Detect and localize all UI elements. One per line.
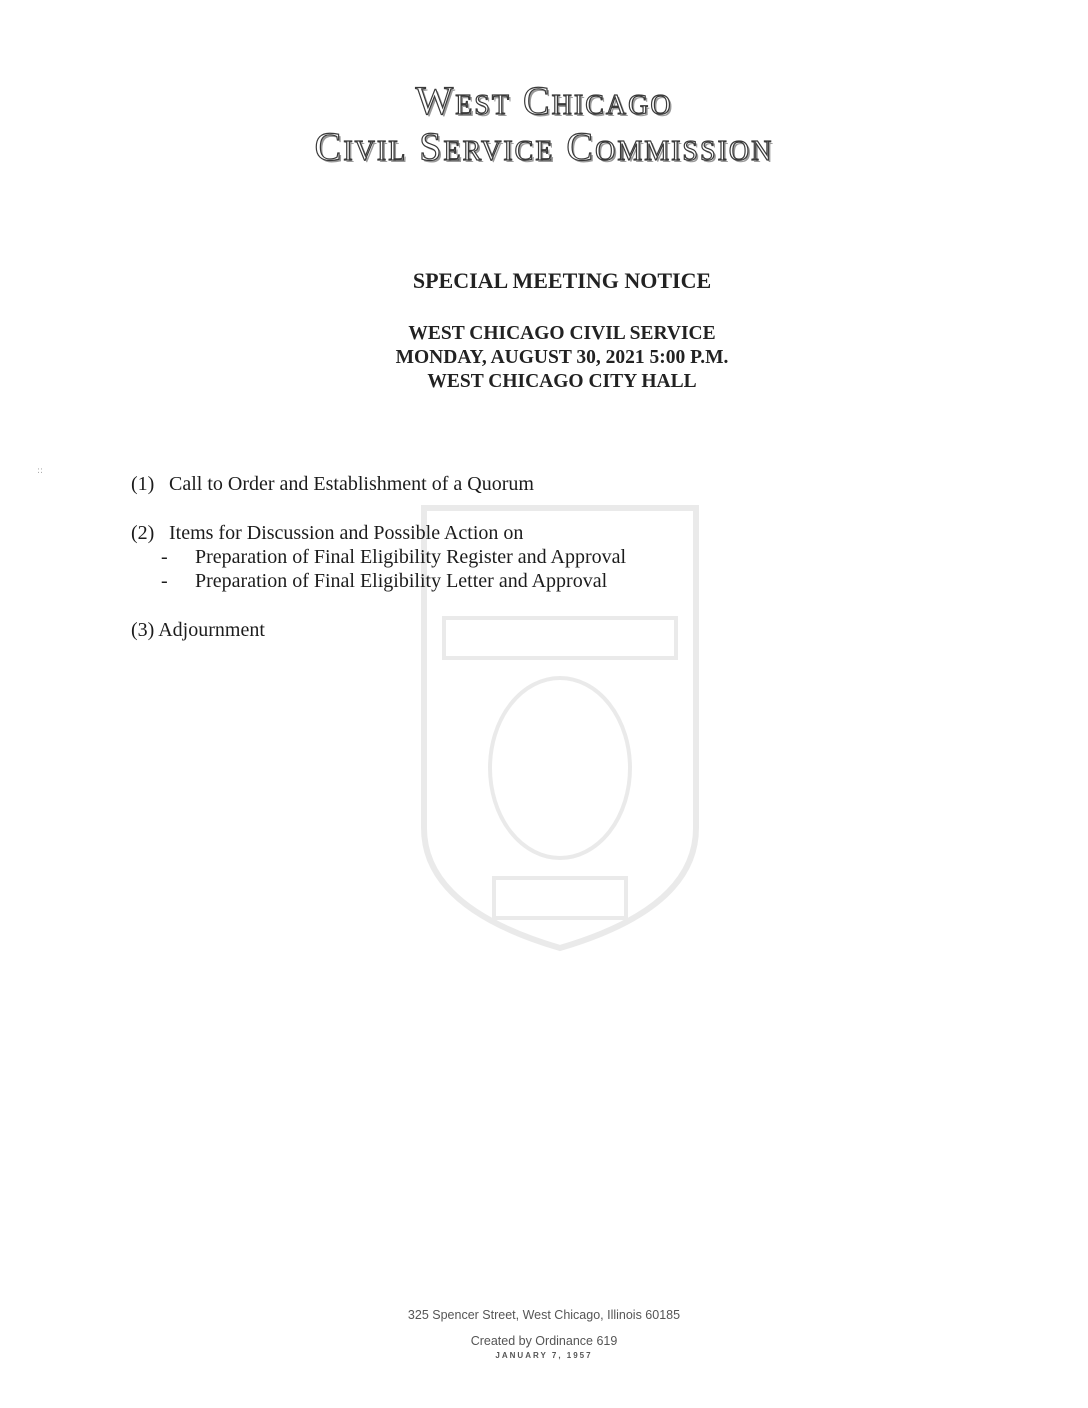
footer — [0, 1306, 1088, 1362]
agenda-subitem-2 — [131, 569, 931, 593]
agenda-subitem-text: Preparation of Final Eligibility Register and Approval — [195, 546, 627, 568]
footer-ordinance: Created by Ordinance 619 — [470, 1334, 618, 1348]
meeting-body: WEST CHICAGO CIVIL SERVICE — [408, 323, 716, 344]
agenda-item-number: (1) — [131, 473, 155, 495]
letterhead-line-1: West Chicago — [415, 78, 673, 123]
meeting-details — [342, 322, 782, 394]
agenda-item-text: Adjournment — [158, 619, 265, 641]
dash-bullet: - — [161, 570, 168, 592]
scan-artifact-mark: :: — [37, 466, 44, 476]
agenda-item-number: (2) — [131, 522, 155, 544]
agenda-item-text: Items for Discussion and Possible Action on — [169, 522, 524, 544]
agenda-item-text: Call to Order and Establishment of a Quorum — [169, 473, 534, 495]
agenda-list — [131, 472, 931, 667]
footer-date: JANUARY 7, 1957 — [495, 1351, 593, 1360]
footer-address: 325 Spencer Street, West Chicago, Illinois 60185 — [407, 1308, 681, 1322]
agenda-item-2 — [131, 521, 931, 593]
agenda-subitem-1 — [131, 545, 931, 569]
agenda-item-3 — [131, 618, 931, 642]
meeting-location: WEST CHICAGO CITY HALL — [427, 371, 697, 392]
agenda-item-number: (3) — [131, 619, 155, 641]
notice-heading: SPECIAL MEETING NOTICE — [412, 268, 712, 293]
letterhead-line-2: Civil Service Commission — [314, 124, 774, 169]
dash-bullet: - — [161, 546, 168, 568]
letterhead — [0, 78, 1088, 170]
agenda-item-1 — [131, 472, 931, 496]
meeting-date-time: MONDAY, AUGUST 30, 2021 5:00 P.M. — [395, 347, 729, 368]
agenda-subitem-text: Preparation of Final Eligibility Letter and Approval — [195, 570, 608, 592]
